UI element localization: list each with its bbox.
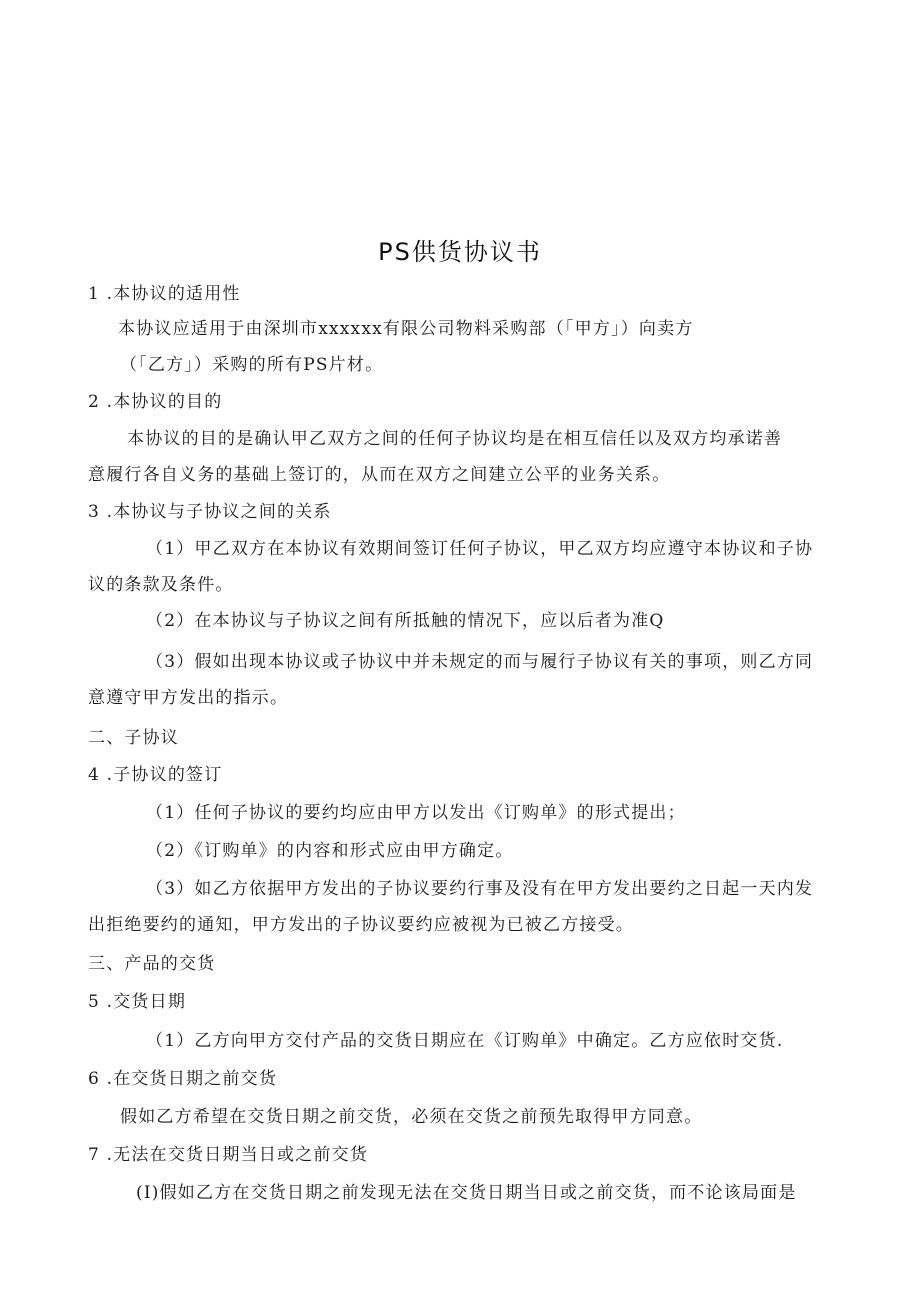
paragraph-line: （3）如乙方依据甲方发出的子协议要约行事及没有在甲方发出要约之日起一天内发 (146, 879, 814, 899)
document-title: PS供货协议书 (378, 238, 542, 266)
section-heading-4: 4 .子协议的签订 (88, 765, 223, 785)
section-heading-6: 6 .在交货日期之前交货 (88, 1069, 278, 1089)
paragraph-line: 意履行各自义务的基础上签订的，从而在双方之间建立公平的业务关系。 (88, 465, 671, 485)
section-heading-7: 7 .无法在交货日期当日或之前交货 (88, 1145, 369, 1165)
paragraph-line: （「乙方」）采购的所有PS片材。 (120, 355, 384, 375)
paragraph-line: (I)假如乙方在交货日期之前发现无法在交货日期当日或之前交货，而不论该局面是 (136, 1183, 797, 1203)
paragraph-line: 议的条款及条件。 (88, 575, 234, 595)
paragraph-line: （1）甲乙双方在本协议有效期间签订任何子协议，甲乙双方均应遵守本协议和子协 (146, 539, 814, 559)
section-heading-2: 2 .本协议的目的 (88, 392, 223, 412)
section-heading-1: 1 .本协议的适用性 (88, 284, 241, 304)
paragraph-line: （2）在本协议与子协议之间有所抵触的情况下，应以后者为准Q (146, 611, 665, 631)
section-heading-5: 5 .交货日期 (88, 992, 187, 1012)
paragraph-line: 出拒绝要约的通知，甲方发出的子协议要约应被视为已被乙方接受。 (88, 915, 634, 935)
paragraph-line: （1）任何子协议的要约均应由甲方以发出《订购单》的形式提出； (146, 803, 686, 823)
chapter-heading-2: 二、子协议 (88, 728, 179, 748)
paragraph-line: 本协议应适用于由深圳市xxxxxx有限公司物料采购部（「甲方」）向卖方 (118, 319, 694, 339)
section-heading-3: 3 .本协议与子协议之间的关系 (88, 502, 332, 522)
paragraph-line: 意遵守甲方发出的指示。 (88, 688, 289, 708)
paragraph-line: （1）乙方向甲方交付产品的交货日期应在《订购单》中确定。乙方应依时交货. (146, 1031, 784, 1051)
paragraph-line: （3）假如出现本协议或子协议中并未规定的而与履行子协议有关的事项，则乙方同 (146, 652, 814, 672)
paragraph-line: （2）《订购单》的内容和形式应由甲方确定。 (146, 841, 514, 861)
paragraph-line: 假如乙方希望在交货日期之前交货，必须在交货之前预先取得甲方同意。 (120, 1107, 703, 1127)
paragraph-line: 本协议的目的是确认甲乙双方之间的任何子协议均是在相互信任以及双方均承诺善 (127, 429, 783, 449)
chapter-heading-3: 三、产品的交货 (88, 954, 216, 974)
